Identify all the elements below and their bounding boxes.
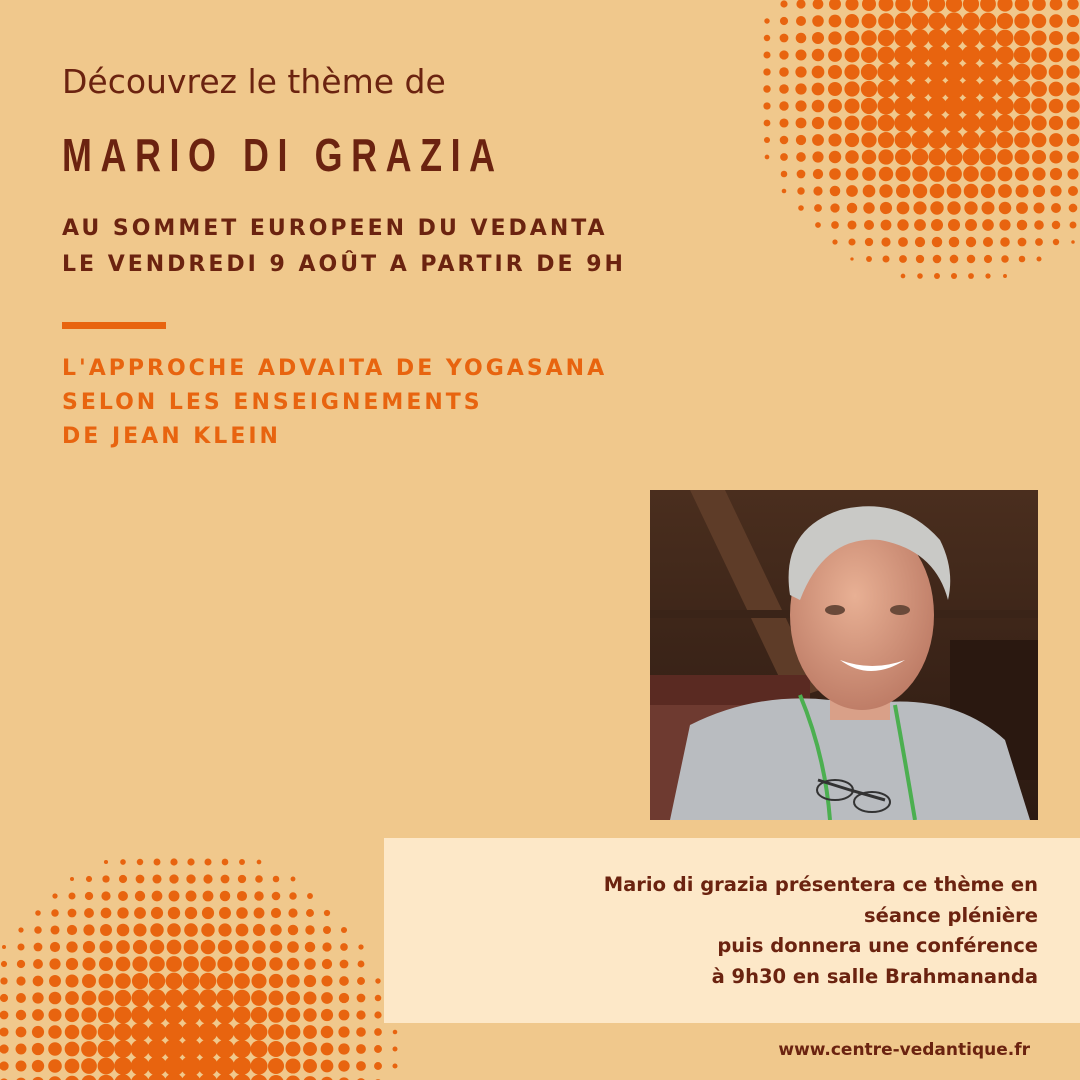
topic-line-2: SELON LES ENSEIGNEMENTS: [62, 390, 483, 415]
topic-line-3: DE JEAN KLEIN: [62, 424, 281, 449]
info-line-4: à 9h30 en salle Brahmananda: [711, 964, 1038, 988]
intro-text: Découvrez le thème de: [62, 62, 446, 101]
info-text: [604, 870, 1038, 992]
speaker-portrait: [650, 490, 1038, 820]
event-line-1: AU SOMMET EUROPEEN DU VEDANTA: [62, 216, 608, 241]
event-line-2: LE VENDREDI 9 AOÛT A PARTIR DE 9H: [62, 252, 626, 277]
info-line-3: puis donnera une conférence: [717, 934, 1038, 957]
info-line-2: séance plénière: [864, 903, 1038, 927]
divider: [62, 322, 166, 329]
website-link[interactable]: www.centre-vedantique.fr: [778, 1040, 1030, 1060]
info-line-1: Mario di grazia présentera ce thème en: [603, 873, 1038, 896]
speaker-photo: [650, 490, 1038, 820]
speaker-name: MARIO DI GRAZIA: [62, 129, 504, 181]
topic-line-1: L'APPROCHE ADVAITA DE YOGASANA: [62, 356, 608, 381]
info-panel: [384, 838, 1080, 1023]
